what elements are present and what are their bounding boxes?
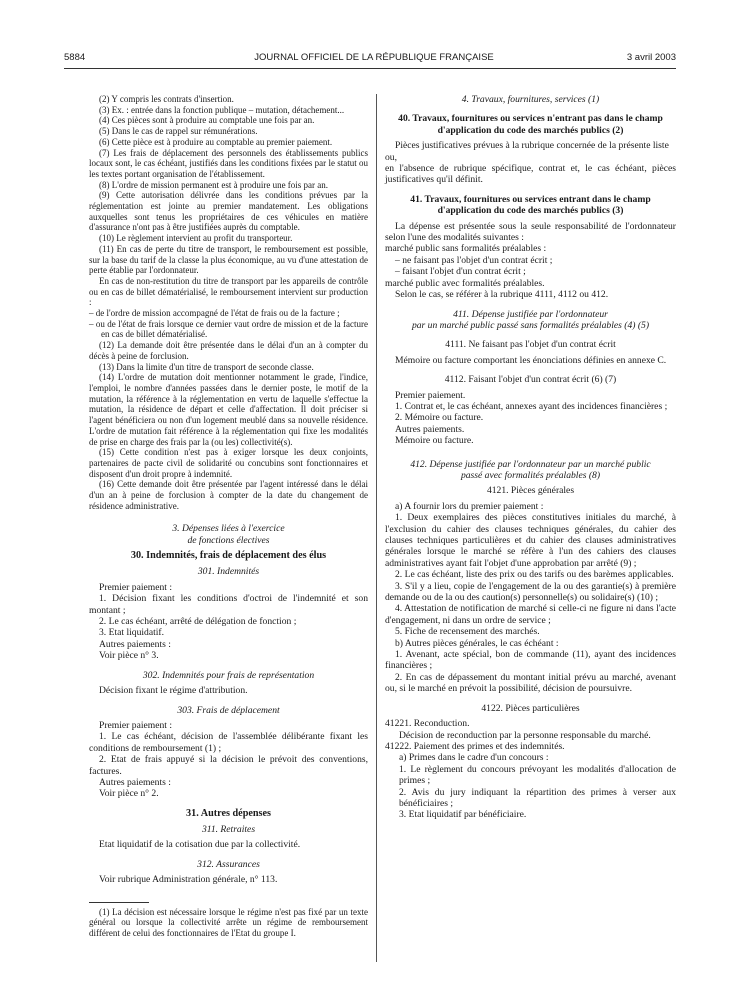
paragraph: 1. Avenant, acte spécial, bon de commande (11), ayant des incidences financières ; (385, 649, 676, 672)
footnote: (1) La décision est nécessaire lorsque le régime n'est pas fixé par un texte général ou lorsque la collectivité arrête un régime de remboursement différent de celui des fonctionnaires de l'Etat du groupe I. (89, 906, 368, 938)
paragraph: marché public avec formalités préalables. (385, 277, 545, 289)
note-2: (2) Y compris les contrats d'insertion. (99, 94, 234, 104)
heading-4121: 4121. Pièces générales (486, 485, 575, 497)
heading-312: 312. Assurances (197, 858, 260, 870)
paragraph: Voir pièce n° 3. (99, 650, 159, 662)
heading-311: 311. Retraites (201, 823, 256, 835)
paragraph: 2. Etat de frais appuyé si la décision le prévoit des conventions, factures. (89, 754, 368, 777)
paragraph: Voir rubrique Administration générale, n° 113. (99, 874, 278, 886)
heading-412: 412. Dépense justifiée par l'ordonnateur par un marché public (410, 458, 651, 470)
note-11-continued: En cas de non-restitution du titre de transport par les appareils de contrôle ou en cas de billet dématérialisé, le remboursement intervient sur production : (89, 275, 368, 308)
paragraph: 41222. Paiement des primes et des indemnités. (385, 740, 565, 752)
paragraph: a) A fournir lors du premier paiement : (395, 500, 544, 512)
dash-item: – ou de l'état de frais lorsque ce dernier vaut ordre de mission et de la facture en cas de billet dématérialisé. (89, 318, 368, 340)
section-3-title-line2: de fonctions électives (187, 534, 270, 546)
note-13: (13) Dans la limite d'un titre de transport de seconde classe. (99, 361, 314, 372)
paragraph: Autres paiements. (395, 423, 465, 435)
footnote-rule (89, 902, 149, 903)
right-column (385, 94, 676, 821)
paragraph: Voir pièce n° 2. (99, 788, 159, 800)
note-5: (5) Dans le cas de rappel sur rémunérations. (99, 126, 258, 137)
paragraph: 3. Etat liquidatif par bénéficiaire. (399, 809, 527, 821)
note-10: (10) Le règlement intervient au profit du transporteur. (99, 233, 293, 244)
paragraph: Autres paiements : (99, 776, 171, 788)
heading-303: 303. Frais de déplacement (177, 704, 280, 716)
paragraph: a) Primes dans le cadre d'un concours : (399, 752, 549, 764)
heading-412-line2: passé avec formalités préalables (8) (460, 469, 601, 481)
paragraph: Premier paiement : (99, 581, 172, 593)
paragraph: marché public sans formalités préalables : (385, 243, 547, 255)
journal-title: JOURNAL OFFICIEL DE LA RÉPUBLIQUE FRANÇAISE (254, 52, 494, 63)
page-header (0, 52, 748, 66)
heading-411-line2: par un marché public passé sans formalités préalables (4) (5) (411, 319, 650, 331)
column-divider (376, 94, 377, 962)
note-9: (9) Cette autorisation délivrée dans les conditions prévues par la réglementation est jointe au premier mandatement. Les obligations auxquelles sont tenus les propriétaires de ces véhicules en matière d'assurance n'ont pas à être justifiées auprès du comptable. (89, 190, 368, 233)
note-7: (7) Les frais de déplacement des personnels des établissements publics locaux sont, le cas échéant, justifiés dans les conditions fixées par le statut ou les textes portant organisation de l'établissement. (89, 147, 368, 179)
heading-4: 4. Travaux, fournitures, services (1) (461, 94, 600, 105)
note-8: (8) L'ordre de mission permanent est à produire une fois par an. (99, 179, 329, 190)
paragraph: 4. Attestation de notification de marché si celle-ci ne figure ni dans l'acte d'engagement, ni dans un ordre de service ; (385, 603, 676, 626)
paragraph: Décision de reconduction par la personne responsable du marché. (399, 729, 651, 741)
heading-30: 30. Indemnités, frais de déplacement des élus (130, 550, 327, 562)
heading-40: 40. Travaux, fournitures ou services n'entrant pas dans le champ d'application du code des marchés publics (2) (398, 113, 663, 136)
paragraph: b) Autres pièces générales, le cas échéant : (395, 637, 559, 649)
heading-4112: 4112. Faisant l'objet d'un contrat écrit (6) (7) (444, 374, 617, 386)
paragraph: ou, (385, 151, 397, 163)
paragraph: La dépense est présentée sous la seule responsabilité de l'ordonnateur selon l'une des modalités suivantes : (385, 220, 676, 244)
paragraph: 2. Mémoire ou facture. (395, 412, 484, 424)
note-3: (3) Ex. : entrée dans la fonction publique – mutation, détachement... (99, 104, 345, 115)
paragraph: Selon le cas, se référer à la rubrique 4111, 4112 ou 412. (395, 289, 609, 301)
left-column (89, 94, 368, 939)
paragraph: Mémoire ou facture. (395, 435, 474, 447)
note-11: (11) En cas de perte du titre de transport, le remboursement est possible, sur la base du tarif de la classe la plus économique, au vu d'une attestation de perte établie par l'ordonnateur. (89, 243, 368, 276)
paragraph: Décision fixant le régime d'attribution. (99, 685, 248, 697)
paragraph: 2. Le cas échéant, arrêté de délégation de fonction ; (99, 616, 297, 628)
header-rule (64, 68, 676, 69)
paragraph: 2. Avis du jury indiquant la répartition des primes à verser aux bénéficiaires ; (399, 786, 676, 809)
note-16: (16) Cette demande doit être présentée par l'agent intéressé dans le délai d'un an à peine de forclusion à compter de la date du changement de résidence administrative. (89, 479, 368, 511)
paragraph: Mémoire ou facture comportant les énonciations définies en annexe C. (395, 354, 667, 366)
paragraph: 1. Le règlement du concours prévoyant les modalités d'allocation de primes ; (399, 763, 676, 787)
paragraph: Pièces justificatives prévues à la rubrique concernée de la présente liste (395, 140, 669, 152)
paragraph: – faisant l'objet d'un contrat écrit ; (395, 266, 526, 278)
heading-31: 31. Autres dépenses (186, 807, 271, 819)
heading-4111: 4111. Ne faisant pas l'objet d'un contrat écrit (445, 339, 616, 351)
heading-41: 41. Travaux, fournitures ou services entrant dans le champ d'application du code des marchés publics (3) (410, 193, 651, 217)
paragraph: Autres paiements : (99, 638, 171, 650)
paragraph: – ne faisant pas l'objet d'un contrat écrit ; (395, 254, 553, 266)
note-6: (6) Cette pièce est à produire au comptable au premier paiement. (99, 136, 333, 147)
heading-302: 302. Indemnités pour frais de représentation (142, 669, 315, 681)
paragraph: 2. Le cas échéant, liste des prix ou des tarifs ou des barèmes applicables. (395, 569, 674, 581)
issue-date: 3 avril 2003 (626, 52, 676, 63)
note-15: (15) Cette condition n'est pas à exiger lorsque les deux conjoints, partenaires de pacte civil de solidarité ou concubins sont fonctionnaires et disposent d'un droit propre à indemnité. (89, 447, 368, 479)
paragraph: 2. En cas de dépassement du montant initial prévu au marché, avenant ou, si le marché en prévoit la possibilité, décision de poursuivre. (385, 671, 676, 695)
heading-301: 301. Indemnités (197, 566, 260, 578)
paragraph: 1. Décision fixant les conditions d'octroi de l'indemnité et son montant ; (89, 593, 368, 616)
paragraph: 3. Etat liquidatif. (99, 627, 165, 639)
paragraph: Premier paiement. (395, 389, 466, 401)
paragraph: 5. Fiche de recensement des marchés. (395, 626, 540, 638)
note-4: (4) Ces pièces sont à produire au comptable une fois par an. (99, 115, 315, 126)
paragraph: Etat liquidatif de la cotisation due par la collectivité. (99, 839, 301, 851)
paragraph: 1. Deux exemplaires des pièces constitutives initiales du marché, à l'exclusion du cahier des clauses techniques générales, du cahier des clauses techniques particulières et du cahier des clauses administratives générales lorsque le marché se réfère à l'un des cahiers des clauses administratives ayant fait l'objet d'une approbation par arrêté (9) ; (385, 512, 676, 569)
note-14: (14) L'ordre de mutation doit mentionner notamment le grade, l'indice, l'emploi, le nombre d'années passées dans le dernier poste, le motif de la mutation, la référence à la réglementation en vertu de laquelle s'effectue la mutation, la résidence de départ et celle d'affectation. Il doit préciser si l'agent bénéficiera ou non d'un logement meublé dans sa nouvelle résidence. L'ordre de mutation fait référence à la réglementation qui fixe les modalités de prise en charge des frais par la (ou les) collectivité(s). (89, 372, 368, 447)
paragraph: Premier paiement : (99, 719, 172, 731)
heading-4122: 4122. Pièces particulières (481, 702, 580, 714)
heading-411: 411. Dépense justifiée par l'ordonnateur (453, 308, 608, 320)
dash-item: – de l'ordre de mission accompagné de l'état de frais ou de la facture ; (89, 308, 340, 319)
section-3-title: 3. Dépenses liées à l'exercice (172, 523, 285, 535)
paragraph: 1. Le cas échéant, décision de l'assemblée délibérante fixant les conditions de remboursement (1) ; (89, 731, 368, 754)
page-number: 5884 (64, 52, 86, 63)
paragraph: 3. S'il y a lieu, copie de l'engagement de la ou des garantie(s) à première demande ou de la ou des caution(s) personnelle(s) ou solidaire(s) (10) ; (385, 580, 676, 604)
paragraph: 41221. Reconduction. (385, 718, 470, 730)
note-12: (12) La demande doit être présentée dans le délai d'un an à compter du décès à peine de forclusion. (89, 340, 368, 361)
paragraph: en l'absence de rubrique spécifique, contrat et, le cas échéant, pièces justificatives qu'il définit. (385, 163, 676, 186)
paragraph: 1. Contrat et, le cas échéant, annexes ayant des incidences financières ; (395, 400, 668, 412)
